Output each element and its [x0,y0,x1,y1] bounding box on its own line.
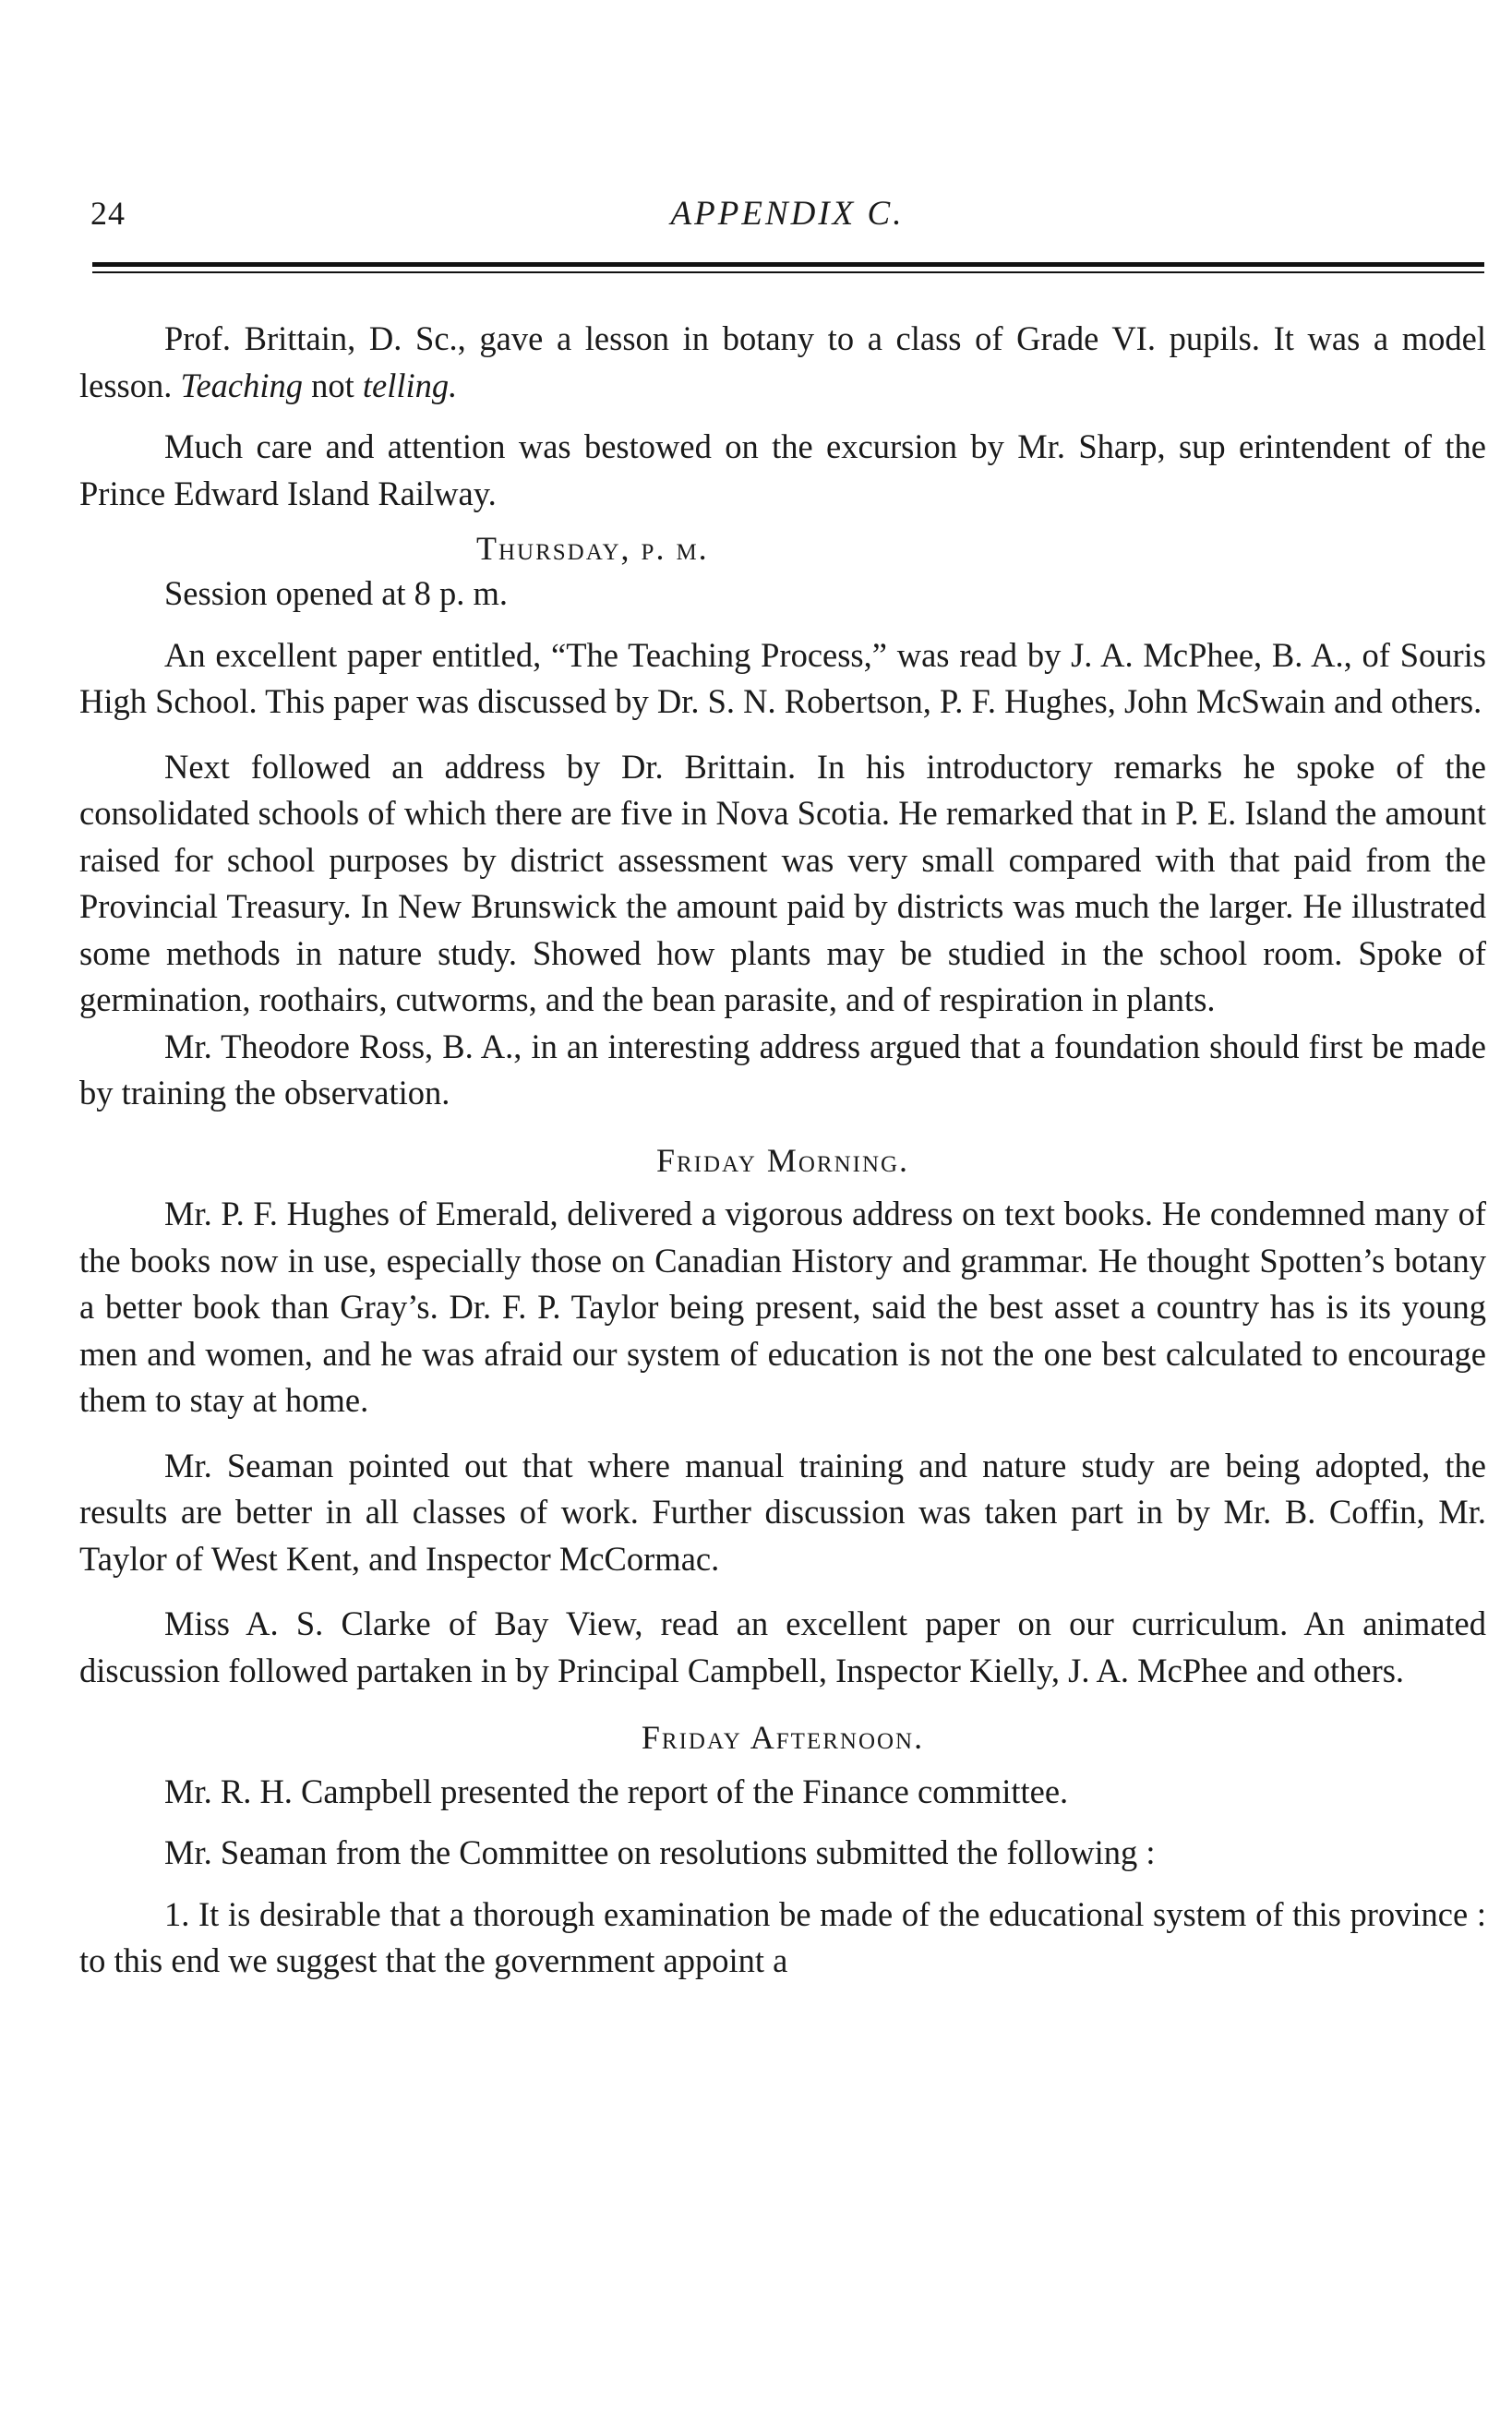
paragraph-finance-report: Mr. R. H. Campbell presented the report of the Finance committee. [164,1772,1069,1810]
paragraph-seaman-training: Mr. Seaman pointed out that where manual training and nature study are being adopted, the results are better in all classes of work. Further discussion was taken part in by Mr. B. Coffin, Mr. Taylor of West Kent, and Inspector McCormac. [79,1446,1486,1578]
paragraph-brittain-lesson [79,316,1486,409]
paragraph-resolution-1: 1. It is desirable that a thorough examination be made of the educational system of this province : to this end we suggest that the government appoint a [79,1894,1486,1979]
page-number: 24 [90,195,126,232]
paragraph-excursion: Much care and attention was bestowed on the excursion by Mr. Sharp, sup erintendent of the Prince Edward Island Railway. [79,427,1486,512]
header-rule-thick [92,262,1484,267]
page-header [90,194,1484,249]
italic-telling: telling. [362,366,458,404]
paragraph-teaching-process: An excellent paper entitled, “The Teaching Process,” was read by J. A. McPhee, B. A., of Souris High School. This paper was discussed by Dr. S. N. Robertson, P. F. Hughes, John McSwain and others. [79,635,1486,720]
section-heading-thursday: Thursday, p. m. [476,530,709,567]
section-heading-friday-afternoon: Friday Afternoon. [641,1719,925,1756]
paragraph-hughes-address: Mr. P. F. Hughes of Emerald, delivered a vigorous address on text books. He condemned many of the books now in use, especially those on Canadian History and grammar. He thought Spotten’s botany a better book than Gray’s. Dr. F. P. Taylor being present, said the best asset a country has is its young men and women, and he was afraid our system of education is not the one best calculated to encourage them to stay at home. [79,1195,1486,1419]
running-head: APPENDIX C. [670,195,905,233]
header-rule-thin [92,271,1484,273]
paragraph-ross-address: Mr. Theodore Ross, B. A., in an interesting address argued that a foundation should first be made by training the observation. [79,1027,1486,1111]
paragraph-text: Prof. Brittain, D. Sc., gave a lesson in botany to a class of Grade VI. pupils. It was a model lesson. [79,319,1486,404]
paragraph-text: not [303,366,363,404]
paragraph-resolutions: Mr. Seaman from the Committee on resolutions submitted the following : [164,1833,1156,1871]
paragraph-brittain-address: Next followed an address by Dr. Brittain. In his introductory remarks he spoke of the consolidated schools of which there are five in Nova Scotia. He remarked that in P. E. Island the amount raised for school purposes by district assessment was very small compared with that paid from the Provincial Treasury. In New Brunswick the amount paid by districts was much the larger. He illustrated some methods in nature study. Showed how plants may be studied in the school room. Spoke of germination, roothairs, cutworms, and the bean parasite, and of respiration in plants. [79,747,1486,1018]
paragraph-clarke-curriculum: Miss A. S. Clarke of Bay View, read an excellent paper on our curriculum. An animated discussion followed partaken in by Principal Campbell, Inspector Kielly, J. A. McPhee and others. [79,1604,1486,1689]
paragraph-session-opened: Session opened at 8 p. m. [164,574,509,612]
section-heading-friday-morning: Friday Morning. [655,1141,910,1179]
italic-teaching: Teaching [180,366,303,404]
body-text [79,316,1486,1985]
